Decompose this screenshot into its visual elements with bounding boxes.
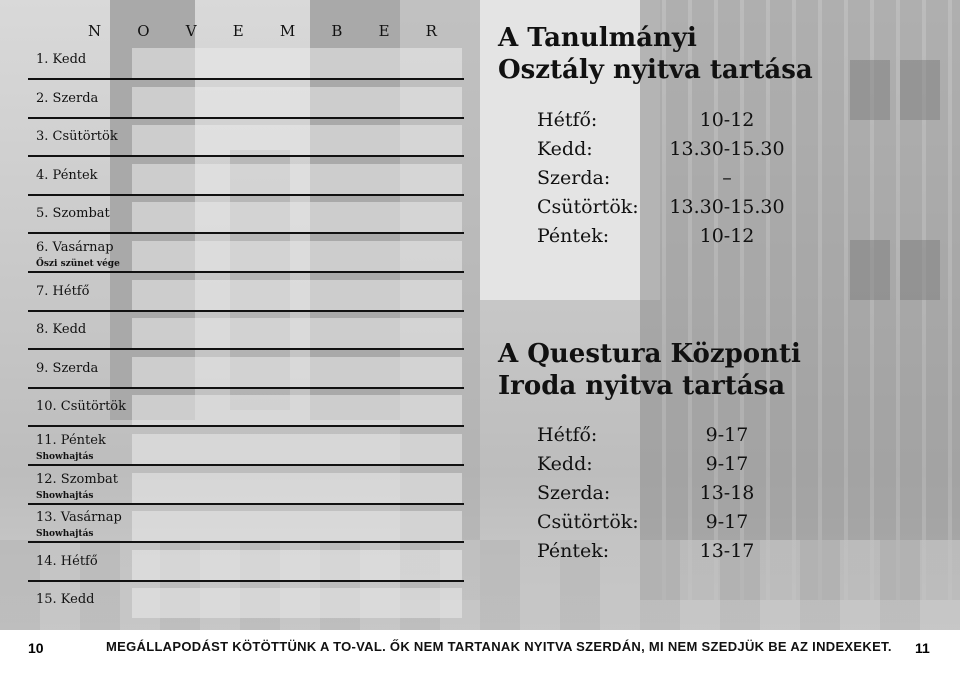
row-divider [28,232,464,234]
questura-title: A Questura Központi Iroda nyitva tartása [498,339,801,401]
month-letter: O [137,22,151,40]
page-number-left: 10 [28,640,44,656]
month-letter: E [232,22,245,40]
row-divider [28,503,464,505]
row-divider [28,541,464,543]
hours-row [537,164,787,193]
month-letter: B [331,22,344,40]
hours-time: 10-12 [699,109,755,131]
note-box [132,434,462,464]
tanulmanyi-title: A Tanulmányi Osztály nyitva tartása [498,23,813,85]
page-number-right: 11 [915,640,930,656]
day-label: 6. Vasárnap [36,240,114,255]
hours-row [537,537,787,566]
hours-day: Szerda: [537,167,611,189]
row-divider [28,425,464,427]
day-label: 9. Szerda [36,360,99,376]
calendar-day-row [28,236,464,273]
calendar-day-row [28,197,464,234]
hours-row [537,135,787,164]
row-divider [28,387,464,389]
hours-day: Kedd: [537,453,593,475]
hours-day: Kedd: [537,138,593,160]
calendar-day-row [28,583,464,620]
hours-time: 13-17 [699,540,755,562]
calendar-day-row [28,43,464,80]
note-box [132,357,462,387]
day-label: 12. Szombat [36,471,119,487]
month-letter: M [279,22,297,40]
hours-row [537,479,787,508]
day-note: Showhajtás [36,529,94,540]
november-calendar [28,0,464,630]
note-box [132,280,462,310]
row-divider [28,117,464,119]
row-divider [28,155,464,157]
hours-time: 13-18 [699,482,755,504]
note-box [132,588,462,618]
month-letter: R [425,22,438,40]
note-box [132,550,462,580]
day-note: Őszi szünet vége [36,259,120,269]
footer [0,630,960,677]
hours-day: Csütörtök: [537,511,639,533]
row-divider [28,271,464,273]
day-label: 1. Kedd [36,52,87,67]
hours-day: Hétfő: [537,109,598,131]
month-letter: V [185,22,198,40]
calendar-day-row [28,506,464,543]
day-label: 7. Hétfő [36,283,90,299]
hours-time: 9-17 [705,453,749,475]
hours-time: – [722,167,732,189]
hours-row [537,193,787,222]
hours-day: Csütörtök: [537,196,639,218]
day-note: Showhajtás [36,452,94,462]
hours-time: 13.30-15.30 [669,138,785,160]
calendar-day-row [28,120,464,157]
calendar-day-row [28,313,464,350]
note-box [132,318,462,348]
day-label: 2. Szerda [36,90,99,106]
hours-row [537,508,787,537]
row-divider [28,580,464,582]
day-label: 4. Péntek [36,167,98,183]
hours-time: 9-17 [705,511,749,533]
hours-day: Hétfő: [537,424,598,446]
hours-day: Péntek: [537,540,610,562]
day-label: 3. Csütörtök [36,129,118,145]
calendar-day-row [28,545,464,582]
note-box [132,87,462,117]
note-box [132,202,462,232]
row-divider [28,310,464,312]
calendar-day-row [28,82,464,119]
footer-message: MEGÁLLAPODÁST KÖTÖTTÜNK A TO-VAL. ŐK NEM TARTANAK NYITVA SZERDÁN, MI NEM SZEDJÜK BE AZ INDEXEKET. [106,639,892,654]
calendar-day-row [28,468,464,505]
questura-hours [537,421,787,566]
row-divider [28,78,464,80]
note-box [132,473,462,503]
note-box [132,48,462,78]
row-divider [28,194,464,196]
hours-row [537,222,787,251]
hours-day: Péntek: [537,225,610,247]
note-box [132,241,462,271]
hours-day: Szerda: [537,482,611,504]
note-box [132,125,462,155]
hours-time: 10-12 [699,225,755,247]
day-label: 15. Kedd [36,592,95,608]
hours-time: 9-17 [705,424,749,446]
month-letter: N [88,22,103,40]
row-divider [28,464,464,466]
day-label: 11. Péntek [36,433,106,448]
day-label: 14. Hétfő [36,553,98,569]
month-letter: E [378,22,391,40]
calendar-day-row [28,352,464,389]
day-note: Showhajtás [36,490,94,501]
hours-row [537,421,787,450]
hours-row [537,106,787,135]
month-header [88,22,438,40]
tanulmanyi-hours [537,106,787,251]
day-label: 8. Kedd [36,322,87,338]
calendar-day-row [28,159,464,196]
day-label: 13. Vasárnap [36,510,122,526]
note-box [132,164,462,194]
day-label: 10. Csütörtök [36,399,126,415]
calendar-day-row [28,429,464,466]
calendar-day-row [28,390,464,427]
note-box [132,511,462,541]
hours-time: 13.30-15.30 [669,196,785,218]
day-label: 5. Szombat [36,206,110,222]
note-box [132,395,462,425]
row-divider [28,348,464,350]
hours-row [537,450,787,479]
calendar-day-row [28,275,464,312]
